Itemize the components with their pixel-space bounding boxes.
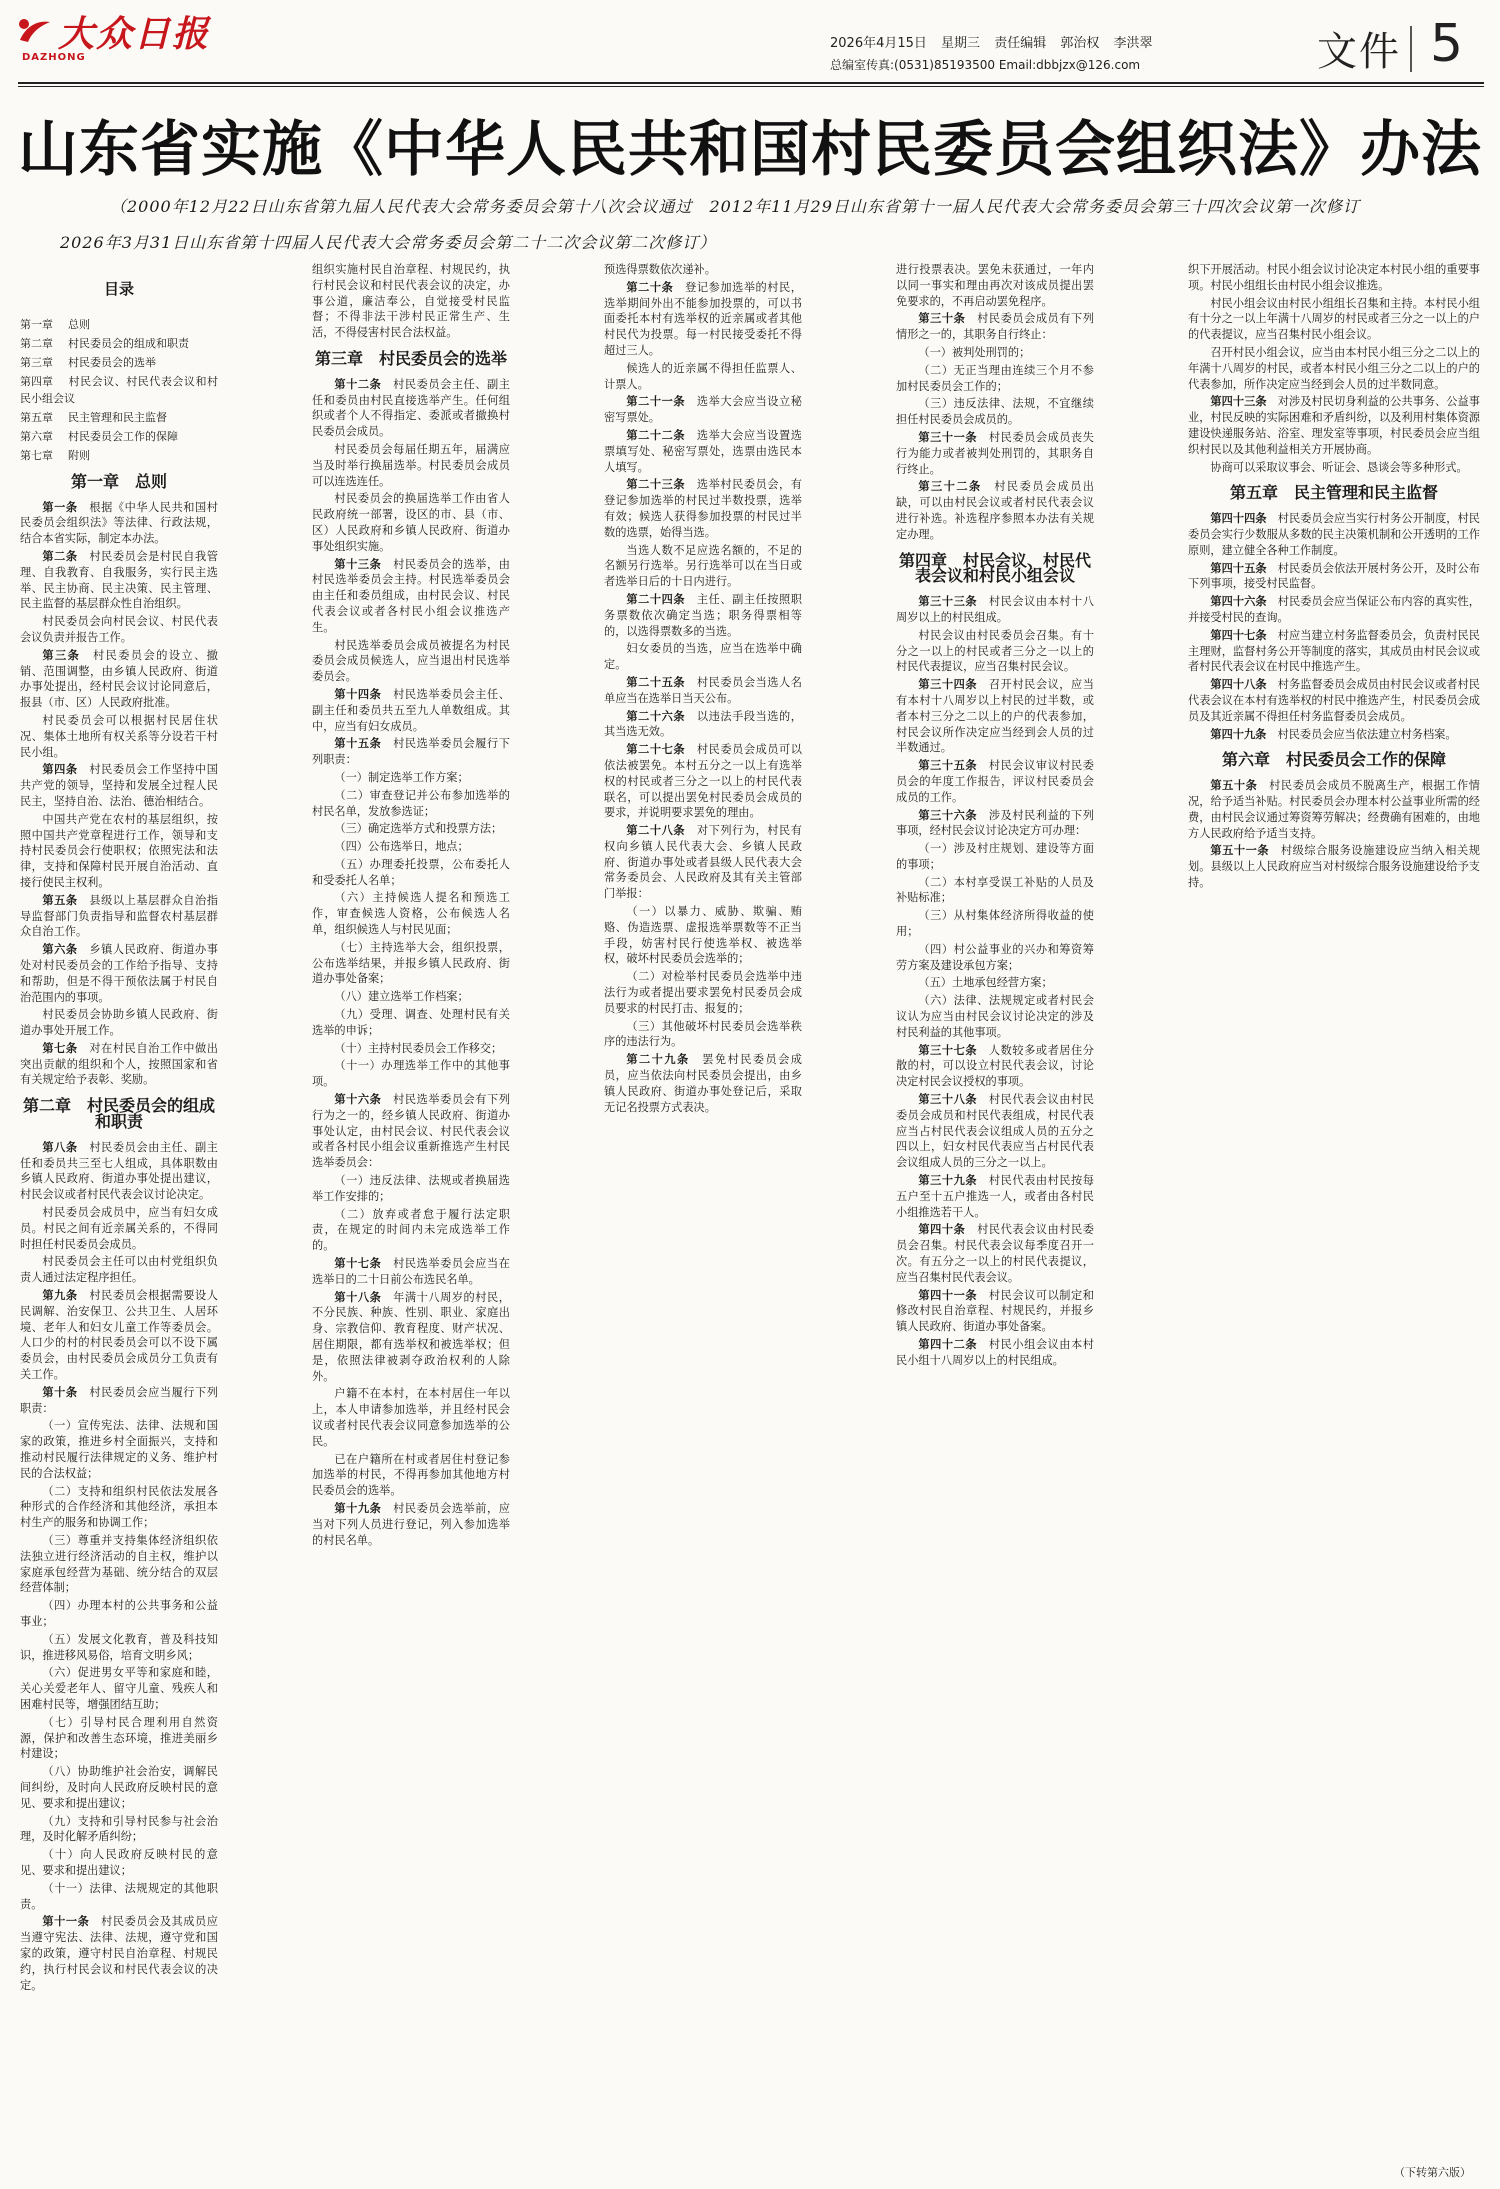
paragraph: 村民委员会每届任期五年，届满应当及时举行换届选举。村民委员会成员可以连选连任。 (312, 442, 510, 488)
continued-note: （下转第六版） (1394, 2166, 1471, 2179)
article: 第十八条 年满十八周岁的村民，不分民族、种族、性别、职业、家庭出身、宗教信仰、教育程度、财产状况、居住期限，都有选举权和被选举权；但是，依照法律被剥夺政治权利的人除外。 (312, 1290, 510, 1383)
list-item: （二）本村享受误工补贴的人员及补贴标准； (896, 875, 1094, 905)
article: 第三十九条 村民代表由村民按每五户至十五户推选一人，或者由各村民小组推选若干人。 (896, 1174, 1094, 1219)
list-item: （一）被判处刑罚的； (918, 345, 1031, 359)
paragraph: 村民委员会向村民会议、村民代表会议负责并报告工作。 (20, 615, 218, 644)
list-item: （四）村公益事业的兴办和筹资筹劳方案及建设承包方案； (896, 942, 1094, 972)
article: 第四十一条 村民会议可以制定和修改村民自治章程、村规民约，并报乡镇人民政府、街道办事处备案。 (896, 1288, 1094, 1334)
list-item: （五）办理委托投票，公布委托人和受委托人名单； (312, 857, 510, 887)
text-column-3 (604, 262, 802, 2162)
article: 第三十四条 召开村民会议，应当有本村十八周岁以上村民的过半数，或者本村三分之二以上的户的代表参加，村民会议所作决定应当经到会人员的过半数通过。 (896, 678, 1094, 755)
article: 第三十五条 村民会议审议村民委员会的年度工作报告，评议村民委员会成员的工作。 (896, 759, 1094, 804)
list-item: （二）无正当理由连续三个月不参加村民委员会工作的； (896, 363, 1094, 393)
article: 第二十五条 村民委员会当选人名单应当在选举日当天公布。 (604, 675, 802, 705)
toc-item: 第二章 村民委员会的组成和职责 (20, 336, 189, 350)
article: 第二条 村民委员会是村民自我管理、自我教育、自我服务，实行民主选举、民主协商、民主决策、民主管理、民主监督的基层群众性自治组织。 (20, 549, 218, 611)
list-item: （二）放弃或者怠于履行法定职责，在规定的时间内未完成选举工作的。 (312, 1207, 510, 1253)
text-column-1 (20, 262, 218, 2162)
article: 第五十条 村民委员会成员不脱离生产，根据工作情况，给予适当补贴。村民委员会办理本村公益事业所需的经费，由村民会议通过筹资筹劳解决；经费确有困难的，由地方人民政府给予适当支持。 (1188, 779, 1480, 840)
list-item: （八）协助维护社会治安，调解民间纠纷，及时向人民政府反映村民的意见、要求和提出建议； (20, 1765, 218, 1810)
paragraph: 村民委员会可以根据村民居住状况、集体土地所有权关系等分设若干村民小组。 (20, 713, 218, 759)
paragraph: 村民小组会议由村民小组组长召集和主持。本村民小组有十分之一以上年满十八周岁的村民或者三分之一以上的户的代表提议，应当召集村民小组会议。 (1188, 296, 1480, 342)
toc-item: 第七章 附则 (20, 448, 90, 462)
paragraph: 预选得票数依次递补。 (604, 263, 716, 276)
list-item: （三）其他破坏村民委员会选举秩序的违法行为。 (604, 1019, 802, 1049)
article: 第六条 乡镇人民政府、街道办事处对村民委员会的工作给予指导、支持和帮助，但是不得干预依法属于村民自治范围内的事项。 (20, 943, 218, 1004)
article: 第十七条 村民选举委员会应当在选举日的二十日前公布选民名单。 (312, 1257, 510, 1286)
article: 第二十九条 罢免村民委员会成员，应当依法向村民委员会提出，由乡镇人民政府、街道办事处登记后，采取无记名投票方式表决。 (604, 1053, 802, 1114)
article: 第二十四条 主任、副主任按照职务票数依次确定当选；职务得票相等的，以选得票数多的当选。 (604, 592, 802, 638)
paragraph: 织下开展活动。村民小组会议讨论决定本村民小组的重要事项。村民小组组长由村民小组会议推选。 (1188, 263, 1480, 292)
article: 第七条 对在村民自治工作中做出突出贡献的组织和个人，按照国家和省有关规定给予表彰、奖励。 (20, 1041, 218, 1087)
list-item: （七）引导村民合理利用自然资源，保护和改善生态环境，推进美丽乡村建设； (20, 1715, 218, 1761)
paragraph: 户籍不在本村，在本村居住一年以上，本人申请参加选举，并且经村民会议或者村民代表会议同意参加选举的公民。 (312, 1387, 510, 1448)
list-item: （三）从村集体经济所得收益的使用； (896, 909, 1094, 939)
article: 第二十六条 以违法手段当选的，其当选无效。 (604, 709, 802, 739)
chapter-heading: 第二章 村民委员会的组成和职责 (22, 1096, 215, 1132)
article: 第四十二条 村民小组会议由本村民小组十八周岁以上的村民组成。 (896, 1338, 1094, 1367)
list-item: （二）支持和组织村民依法发展各种形式的合作经济和其他经济，承担本村生产的服务和协调工作； (20, 1484, 218, 1530)
designer: 李洪翠 (1113, 36, 1153, 51)
chapter-heading: 第四章 村民会议、村民代表会议和村民小组会议 (898, 550, 1091, 586)
list-item: （十）主持村民委员会工作移交； (334, 1041, 503, 1055)
paragraph: 妇女委员的当选，应当在选举中确定。 (604, 642, 802, 672)
section-label: 文件 (1317, 29, 1401, 75)
toc-item: 第六章 村民委员会工作的保障 (20, 429, 178, 443)
list-item: （一）违反法律、法规或者换届选举工作安排的； (312, 1174, 510, 1203)
toc-item: 第四章 村民会议、村民代表会议和村民小组会议 (20, 374, 218, 405)
paragraph: 村民委员会协助乡镇人民政府、街道办事处开展工作。 (20, 1008, 218, 1038)
article: 第二十三条 选举村民委员会，有登记参加选举的村民过半数投票，选举有效；候选人获得参加投票的村民过半数的选票，始得当选。 (604, 478, 802, 539)
text-column-4 (896, 262, 1094, 2162)
article: 第二十条 登记参加选举的村民，选举期间外出不能参加投票的，可以书面委托本村有选举权的近亲属或者其他村民代为投票。每一村民接受委托不得超过三人。 (604, 280, 802, 357)
article: 第四十条 村民代表会议由村民委员会召集。村民代表会议每季度召开一次。有五分之一以上的村民代表提议，应当召集村民代表会议。 (896, 1223, 1094, 1284)
newspaper-logo-icon (16, 16, 52, 46)
page-number: 5 (1430, 14, 1464, 74)
text-column-2 (312, 262, 510, 2162)
paragraph: 村民选举委员会成员被提名为村民委员会成员候选人，应当退出村民选举委员会。 (312, 638, 510, 684)
fax-email: 总编室传真:(0531)85193500 Email:dbbjzx@126.com (830, 58, 1141, 72)
paragraph: 已在户籍所在村或者居住村登记参加选举的村民，不得再参加其他地方村民委员会的选举。 (312, 1452, 510, 1498)
list-item: （三）违反法律、法规，不宜继续担任村民委员会成员的。 (896, 397, 1094, 427)
article: 第五十一条 村级综合服务设施建设应当纳入相关规划。县级以上人民政府应当对村级综合服务设施建设给予支持。 (1188, 844, 1480, 889)
article: 第三十三条 村民会议由本村十八周岁以上的村民组成。 (896, 595, 1094, 624)
list-item: （一）以暴力、威胁、欺骗、贿赂、伪造选票、虚报选举票数等不正当手段，妨害村民行使选举权、被选举权，破坏村民委员会选举的； (604, 905, 802, 966)
section-divider (1410, 26, 1412, 72)
paragraph: 召开村民小组会议，应当由本村民小组三分之二以上的年满十八周岁的村民，或者本村民小组三分之二以上的户的代表参加，所作决定应当经到会人员的过半数同意。 (1188, 345, 1480, 391)
article: 第八条 村民委员会由主任、副主任和委员共三至七人组成，具体职数由乡镇人民政府、街道办事处提出建议，村民会议或者村民代表会议讨论决定。 (20, 1140, 218, 1202)
list-item: （一）宣传宪法、法律、法规和国家的政策，推进乡村全面振兴，支持和推动村民履行法律规定的义务、维护村民的合法权益； (20, 1419, 218, 1480)
paragraph: 村民会议由村民委员会召集。有十分之一以上的村民或者三分之一以上的村民代表提议，应当召集村民会议。 (896, 628, 1094, 674)
article: 第四十六条 村民委员会应当保证公布内容的真实性，并接受村民的查询。 (1188, 595, 1480, 624)
paragraph: 组织实施村民自治章程、村规民约，执行村民会议和村民代表会议的决定，办事公道，廉洁奉公，自觉接受村民监督；不得非法干涉村民正常生产、生活，不得侵害村民合法权益。 (312, 263, 510, 340)
list-item: （八）建立选举工作档案； (334, 990, 469, 1004)
list-item: （六）促进男女平等和家庭和睦，关心关爱老年人、留守儿童、残疾人和困难村民等，增强团结互助； (20, 1666, 218, 1711)
list-item: （二）审查登记并公布参加选举的村民名单，发放参选证； (312, 788, 510, 818)
chapter-heading: 第三章 村民委员会的选举 (314, 348, 507, 368)
paragraph: 中国共产党在农村的基层组织，按照中国共产党章程进行工作，领导和支持村民委员会行使职权；依照宪法和法律，支持和保障村民开展自治活动、直接行使民主权利。 (20, 812, 218, 889)
article: 第十四条 村民选举委员会主任、副主任和委员共五至九人单数组成。其中，应当有妇女成员。 (312, 687, 510, 733)
newspaper-logo: 大众日报 (58, 13, 211, 55)
list-item: （五）土地承包经营方案； (918, 976, 1053, 990)
issue-date: 2026年4月15日 (830, 36, 927, 51)
paragraph: 候选人的近亲属不得担任监票人、计票人。 (604, 361, 802, 391)
paragraph: 村民委员会主任可以由村党组织负责人通过法定程序担任。 (20, 1255, 218, 1285)
list-item: （五）发展文化教育，普及科技知识，推进移风易俗，培育文明乡风； (20, 1632, 218, 1662)
toc-item: 第三章 村民委员会的选举 (20, 355, 156, 369)
list-item: （十一）办理选举工作中的其他事项。 (312, 1059, 510, 1089)
article: 第三十八条 村民代表会议由村民委员会成员和村民代表组成，村民代表应当占村民代表会议组成人员的五分之四以上，妇女村民代表应当占村民代表会议组成人员的三分之一以上。 (896, 1093, 1094, 1170)
list-item: （二）对检举村民委员会选举中违法行为或者提出要求罢免村民委员会成员要求的村民打击、报复的； (604, 970, 802, 1015)
article: 第二十一条 选举大会应当设立秘密写票处。 (604, 395, 802, 425)
list-item: （六）主持候选人提名和预选工作，审查候选人资格，公布候选人名单，组织候选人与村民见面； (312, 891, 510, 937)
toc-title: 目录 (103, 280, 134, 298)
list-item: （六）法律、法规规定或者村民会议认为应当由村民会议讨论决定的涉及村民利益的其他事项。 (896, 994, 1094, 1039)
article: 第十九条 村民委员会选举前，应当对下列人员进行登记，列入参加选举的村民名单。 (312, 1501, 510, 1547)
list-item: （四）办理本村的公共事务和公益事业； (20, 1599, 218, 1628)
paragraph: 进行投票表决。罢免未获通过，一年内以同一事实和理由再次对该成员提出罢免要求的，不再启动罢免程序。 (896, 263, 1094, 308)
article: 第三十条 村民委员会成员有下列情形之一的，其职务自行终止： (896, 312, 1094, 342)
editor: 责任编辑 郭治权 (994, 36, 1100, 51)
chapter-heading: 第六章 村民委员会工作的保障 (1221, 750, 1446, 770)
article: 第十三条 村民委员会的选举，由村民选举委员会主持。村民选举委员会由主任和委员组成，由村民会议、村民代表会议或者各村民小组会议推选产生。 (312, 557, 510, 634)
chapter-heading: 第一章 总则 (70, 471, 167, 491)
article: 第四十八条 村务监督委员会成员由村民会议或者村民代表会议在本村有选举权的村民中推选产生，村民委员会成员及其近亲属不得担任村务监督委员会成员。 (1188, 678, 1480, 723)
article: 第一条 根据《中华人民共和国村民委员会组织法》等法律、行政法规，结合本省实际，制定本办法。 (20, 500, 218, 546)
newspaper-logo-sub: DAZHONG (22, 52, 86, 63)
list-item: （十）向人民政府反映村民的意见、要求和提出建议； (20, 1848, 218, 1877)
article: 第三十七条 人数较多或者居住分散的村，可以设立村民代表会议，讨论决定村民会议授权的事项。 (896, 1043, 1094, 1089)
article: 第四十五条 村民委员会依法开展村务公开，及时公布下列事项，接受村民监督。 (1188, 561, 1480, 591)
article: 第二十七条 村民委员会成员可以依法被罢免。本村五分之一以上有选举权的村民或者三分之一以上的村民代表联名，可以提出罢免村民委员会成员的要求，并说明要求罢免的理由。 (604, 743, 802, 820)
issue-weekday: 星期三 (941, 36, 981, 51)
masthead (0, 0, 1500, 82)
article: 第四十九条 村民委员会应当依法建立村务档案。 (1210, 727, 1457, 741)
paragraph: 协商可以采取议事会、听证会、恳谈会等多种形式。 (1210, 460, 1468, 474)
text-column-5 (1188, 262, 1480, 2162)
article: 第四十三条 对涉及村民切身利益的公共事务、公益事业，村民反映的实际困难和矛盾纠纷，以及利用村集体资源建设快递服务站、浴室、理发室等事项，村民委员会应当组织村民以及其他利益相关方开展协商。 (1188, 395, 1480, 456)
list-item: （九）支持和引导村民参与社会治理，及时化解矛盾纠纷； (20, 1814, 218, 1844)
article: 第十二条 村民委员会主任、副主任和委员由村民直接选举产生。任何组织或者个人不得指定、委派或者撤换村民委员会成员。 (312, 377, 510, 439)
article: 第二十八条 对下列行为，村民有权向乡镇人民代表大会、乡镇人民政府、街道办事处或者县级人民代表大会常务委员会、人民政府及其有关主管部门举报： (604, 824, 802, 901)
article: 第十条 村民委员会应当履行下列职责： (20, 1385, 218, 1415)
subtitle-line-2: 2026年3月31日山东省第十四届人民代表大会常务委员会第二十二次会议第二次修订） (60, 233, 717, 252)
chapter-heading: 第五章 民主管理和民主监督 (1229, 483, 1438, 503)
article: 第三十一条 村民委员会成员丧失行为能力或者被判处刑罚的，其职务自行终止。 (896, 430, 1094, 476)
list-item: （三）确定选举方式和投票方法； (334, 822, 503, 836)
article: 第三十六条 涉及村民利益的下列事项，经村民会议讨论决定方可办理： (896, 808, 1094, 838)
list-item: （十一）法律、法规规定的其他职责。 (20, 1881, 218, 1911)
page-title: 山东省实施《中华人民共和国村民委员会组织法》办法 (18, 115, 1482, 185)
masthead-rule (18, 82, 1484, 84)
list-item: （四）公布选举日，地点； (334, 840, 469, 854)
list-item: （九）受理、调查、处理村民有关选举的申诉； (312, 1008, 510, 1037)
article: 第三条 村民委员会的设立、撤销、范围调整，由乡镇人民政府、街道办事处提出，经村民会议讨论同意后，报县（市、区）人民政府批准。 (20, 648, 218, 710)
list-item: （七）主持选举大会，组织投票，公布选举结果，并报乡镇人民政府、街道办事处备案； (312, 940, 510, 986)
article: 第四十四条 村民委员会应当实行村务公开制度，村民委员会实行少数服从多数的民主决策机制和公开透明的工作原则，建立健全各种工作制度。 (1188, 512, 1480, 557)
article: 第十一条 村民委员会及其成员应当遵守宪法、法律、法规，遵守党和国家的政策，遵守村民自治章程、村规民约，执行村民会议和村民代表会议的决定。 (20, 1915, 218, 1992)
list-item: （一）涉及村庄规划、建设等方面的事项； (896, 842, 1094, 871)
article: 第九条 村民委员会根据需要设人民调解、治安保卫、公共卫生、人居环境、老年人和妇女儿童工作等委员会。人口少的村的村民委员会可以不设下属委员会，由村民委员会成员分工负责有关工作。 (20, 1289, 218, 1382)
paragraph: 当选人数不足应选名额的，不足的名额另行选举。另行选举可以在当日或者选举日后的十日内进行。 (604, 543, 802, 589)
list-item: （一）制定选举工作方案； (334, 770, 469, 784)
article: 第十五条 村民选举委员会履行下列职责： (312, 737, 510, 767)
article: 第五条 县级以上基层群众自治指导监督部门负责指导和监督农村基层群众自治工作。 (20, 893, 218, 939)
toc-item: 第一章 总则 (20, 317, 90, 331)
article: 第四条 村民委员会工作坚持中国共产党的领导，坚持和发展全过程人民民主，坚持自治、法治、德治相结合。 (20, 763, 218, 808)
article: 第四十七条 村应当建立村务监督委员会，负责村民民主理财，监督村务公开等制度的落实，其成员由村民会议或者村民代表会议在村民中推选产生。 (1188, 628, 1480, 674)
list-item: （三）尊重并支持集体经济组织依法独立进行经济活动的自主权，维护以家庭承包经营为基础、统分结合的双层经营体制； (20, 1534, 218, 1595)
issue-meta (830, 32, 1153, 51)
paragraph: 村民委员会的换届选举工作由省人民政府统一部署，设区的市、县（市、区）人民政府和乡镇人民政府、街道办事处组织实施。 (312, 492, 510, 553)
subtitle-line-1: （2000年12月22日山东省第九届人民代表大会常务委员会第十八次会议通过 2012年11月29日山东省第十一届人民代表大会常务委员会第三十四次会议第一次修订 (110, 197, 1360, 216)
paragraph: 村民委员会成员中，应当有妇女成员。村民之间有近亲属关系的，不得同时担任村民委员会成员。 (20, 1206, 218, 1251)
toc-item: 第五章 民主管理和民主监督 (20, 410, 167, 424)
article: 第三十二条 村民委员会成员出缺，可以由村民会议或者村民代表会议进行补选。补选程序参照本办法有关规定办理。 (896, 480, 1094, 541)
masthead-rule-thin (18, 86, 1484, 87)
article: 第二十二条 选举大会应当设置选票填写处、秘密写票处，选票由选民本人填写。 (604, 428, 802, 474)
article: 第十六条 村民选举委员会有下列行为之一的，经乡镇人民政府、街道办事处认定，由村民会议、村民代表会议或者各村民小组会议重新推选产生村民选举委员会： (312, 1093, 510, 1170)
